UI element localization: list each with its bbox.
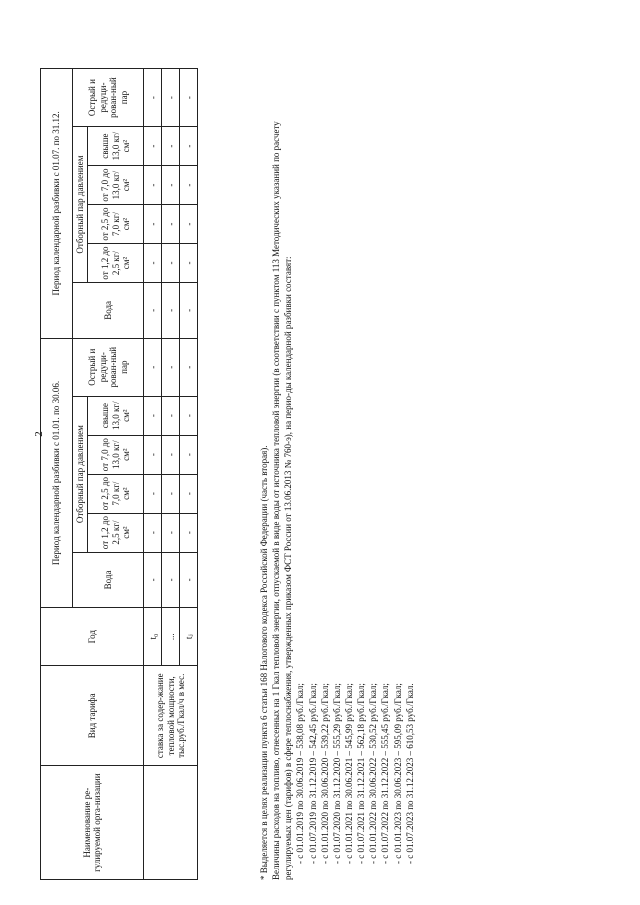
list-item: - с 01.07.2023 по 31.12.2023 – 610,53 руб./Гкал. <box>404 683 415 864</box>
footnote: * Выделяется в целях реализации пункта 6 статьи 168 Налогового кодекса Российской Федерации (часть вторая). <box>259 445 269 880</box>
header-steam-1-p2: от 1,2 до 2,5 кг/см² <box>88 244 144 283</box>
cell-value: - <box>180 552 198 608</box>
header-steam-2-p2: от 2,5 до 7,0 кг/см² <box>88 205 144 244</box>
fuel-cost-paragraph: Величины расходов на топливо, отнесенных на 1 Гкал тепловой энергии, отпускаемой в виде воды от источника тепловой энергии (в соответствии с пунктом 113 Методических указаний по расчету регулируемых цен (тарифов) в сфере теплоснабжения, утвержденных приказом ФСТ России от 13.06.2013 № 760-э), на перио-ды календарной разбивки составят: <box>271 121 294 880</box>
cell-value: - <box>180 513 198 552</box>
tariff-table <box>40 68 198 880</box>
header-steam-group-2: Отборный пар давлением <box>73 127 88 283</box>
header-period-1: Период календарной разбивки с 01.01. по 30.06. <box>41 338 73 608</box>
header-tariff-type: Вид тарифа <box>41 666 144 766</box>
cell-value: - <box>144 127 162 166</box>
cell-value: - <box>162 513 180 552</box>
cell-value: - <box>180 283 198 339</box>
cell-value: - <box>162 166 180 205</box>
cell-value: - <box>144 552 162 608</box>
header-org-name: Наименование ре-гулируемой орга-низации <box>41 766 144 880</box>
header-steam-4-p2: свыше 13,0 кг/см² <box>88 127 144 166</box>
cell-value: - <box>162 552 180 608</box>
rotated-page-content <box>40 0 600 880</box>
cell-value: - <box>144 513 162 552</box>
cell-value: - <box>144 244 162 283</box>
cell-value: - <box>180 474 198 513</box>
cell-year-1: ... <box>162 608 180 666</box>
list-item: - с 01.01.2019 по 30.06.2019 – 538,08 руб./Гкал; <box>295 683 306 864</box>
cell-value: - <box>162 205 180 244</box>
list-item: - с 01.07.2020 по 31.12.2020 – 555,29 руб./Гкал; <box>331 683 342 864</box>
notes-section <box>258 68 416 880</box>
cell-value: - <box>162 396 180 435</box>
header-year: Год <box>41 608 144 666</box>
cell-value: - <box>162 127 180 166</box>
page-number: 2 <box>32 431 45 437</box>
header-steam-3-p2: от 7,0 до 13,0 кг/см² <box>88 166 144 205</box>
cell-tariff-type: ставка за содер-жание тепловой мощности, тыс.руб./Гкал/ч в мес. <box>144 666 198 766</box>
cell-value: - <box>180 69 198 127</box>
header-period-2: Период календарной разбивки с 01.07. по 31.12. <box>41 69 73 339</box>
list-item: - с 01.01.2023 по 30.06.2023 – 595,09 руб./Гкал; <box>392 683 403 864</box>
header-steam-1-p1: от 1,2 до 2,5 кг/см² <box>88 513 144 552</box>
list-item: - с 01.07.2021 по 31.12.2021 – 562,18 руб./Гкал; <box>356 683 367 864</box>
cell-value: - <box>144 338 162 396</box>
cell-value: - <box>144 166 162 205</box>
cell-value: - <box>180 205 198 244</box>
list-item: - с 01.07.2019 по 31.12.2019 – 542,45 руб./Гкал; <box>307 683 318 864</box>
header-steam-group-1: Отборный пар давлением <box>73 396 88 552</box>
header-acute-steam-1: Острый и редуци-рован-ный пар <box>73 338 144 396</box>
cell-value: - <box>144 435 162 474</box>
cell-org-name <box>144 766 198 880</box>
cell-value: - <box>162 474 180 513</box>
cell-value: - <box>144 69 162 127</box>
cell-year-2: tⱼ <box>180 608 198 666</box>
header-water-1: Вода <box>73 552 144 608</box>
cell-value: - <box>180 166 198 205</box>
cell-value: - <box>144 283 162 339</box>
header-water-2: Вода <box>73 283 144 339</box>
cell-value: - <box>180 396 198 435</box>
cell-value: - <box>144 396 162 435</box>
cell-value: - <box>180 435 198 474</box>
header-steam-4-p1: свыше 13,0 кг/см² <box>88 396 144 435</box>
cell-value: - <box>162 244 180 283</box>
cell-value: - <box>162 283 180 339</box>
cell-value: - <box>144 474 162 513</box>
cell-value: - <box>180 127 198 166</box>
cell-value: - <box>162 69 180 127</box>
list-item: - с 01.07.2022 по 31.12.2022 – 555,45 руб./Гкал; <box>380 683 391 864</box>
cell-year-0: t₀ <box>144 608 162 666</box>
cell-value: - <box>180 244 198 283</box>
header-steam-3-p1: от 7,0 до 13,0 кг/см² <box>88 435 144 474</box>
list-item: - с 01.01.2021 по 30.06.2021 – 545,99 руб./Гкал; <box>343 683 354 864</box>
cell-value: - <box>144 205 162 244</box>
list-item: - с 01.01.2020 по 30.06.2020 – 539,22 руб./Гкал; <box>319 683 330 864</box>
cell-value: - <box>162 338 180 396</box>
list-item: - с 01.01.2022 по 30.06.2022 – 530,52 руб./Гкал; <box>368 683 379 864</box>
cell-value: - <box>162 435 180 474</box>
cell-value: - <box>180 338 198 396</box>
header-acute-steam-2: Острый и редуци-рован-ный пар <box>73 69 144 127</box>
header-steam-2-p1: от 2,5 до 7,0 кг/см² <box>88 474 144 513</box>
